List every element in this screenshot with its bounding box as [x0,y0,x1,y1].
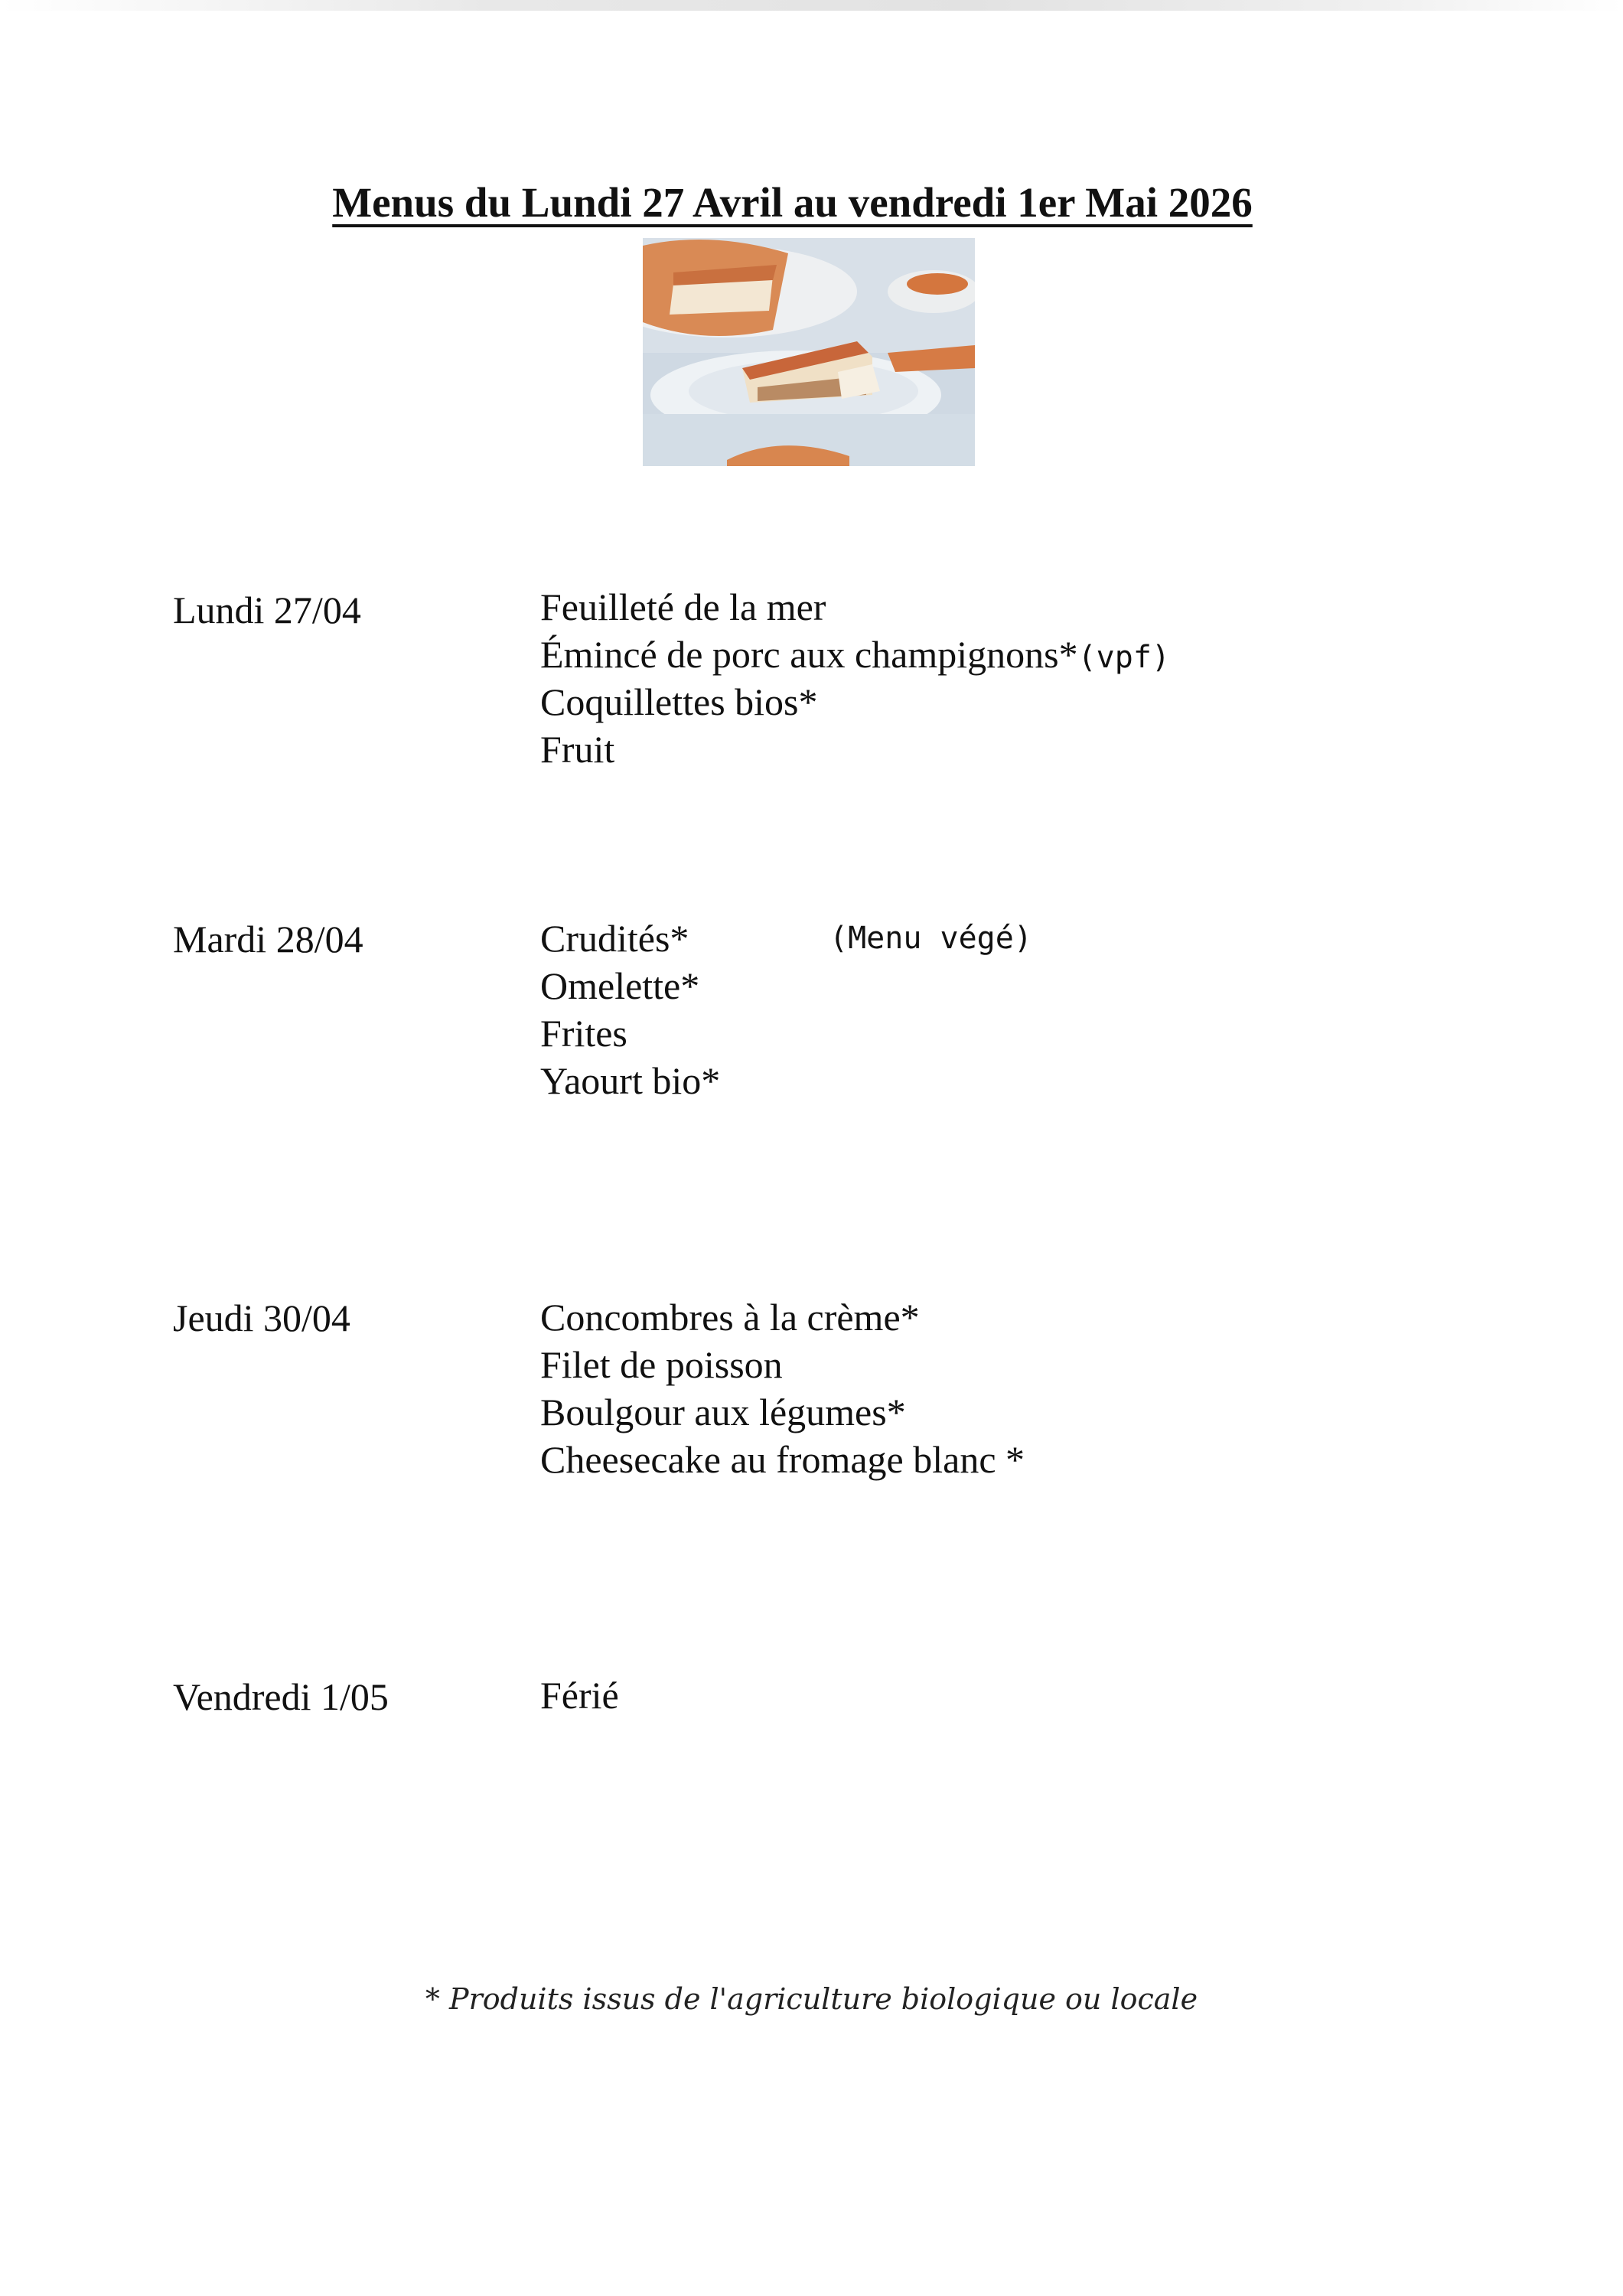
dish-list-lundi [540,583,1170,773]
dish-item: Férié [540,1674,619,1717]
dish-item-text: Émincé de porc aux champignons* [540,633,1078,676]
day-label-lundi: Lundi 27/04 [173,589,361,631]
dish-item [540,631,1170,678]
cheesecake-photo [643,238,975,466]
dish-item: Fruit [540,728,615,771]
footnote-organic-local: * Produits issus de l'agriculture biologique ou locale [425,1982,1198,2016]
dish-item: Cheesecake au fromage blanc * [540,1438,1025,1481]
dish-item: Yaourt bio* [540,1059,721,1102]
page-title: Menus du Lundi 27 Avril au vendredi 1er Mai 2026 [332,178,1253,226]
dish-list-jeudi [540,1293,1025,1483]
scan-edge [0,0,1623,11]
dish-item: Feuilleté de la mer [540,585,826,628]
dish-item: Concombres à la crème* [540,1296,920,1339]
dish-item: Filet de poisson [540,1343,783,1386]
dish-list-vendredi [540,1671,619,1719]
dish-item: Frites [540,1012,627,1055]
day-label-jeudi: Jeudi 30/04 [173,1296,350,1339]
dish-item: Boulgour aux légumes* [540,1391,906,1433]
dish-item: Coquillettes bios* [540,680,818,723]
dish-item: Omelette* [540,964,700,1007]
day-label-vendredi: Vendredi 1/05 [173,1675,389,1718]
dish-list-mardi [540,915,720,1104]
vpf-note: (vpf) [1077,640,1170,675]
dish-item: Crudités* [540,917,689,960]
day-label-mardi: Mardi 28/04 [173,918,363,960]
menu-vege-note: (Menu végé) [829,921,1032,956]
